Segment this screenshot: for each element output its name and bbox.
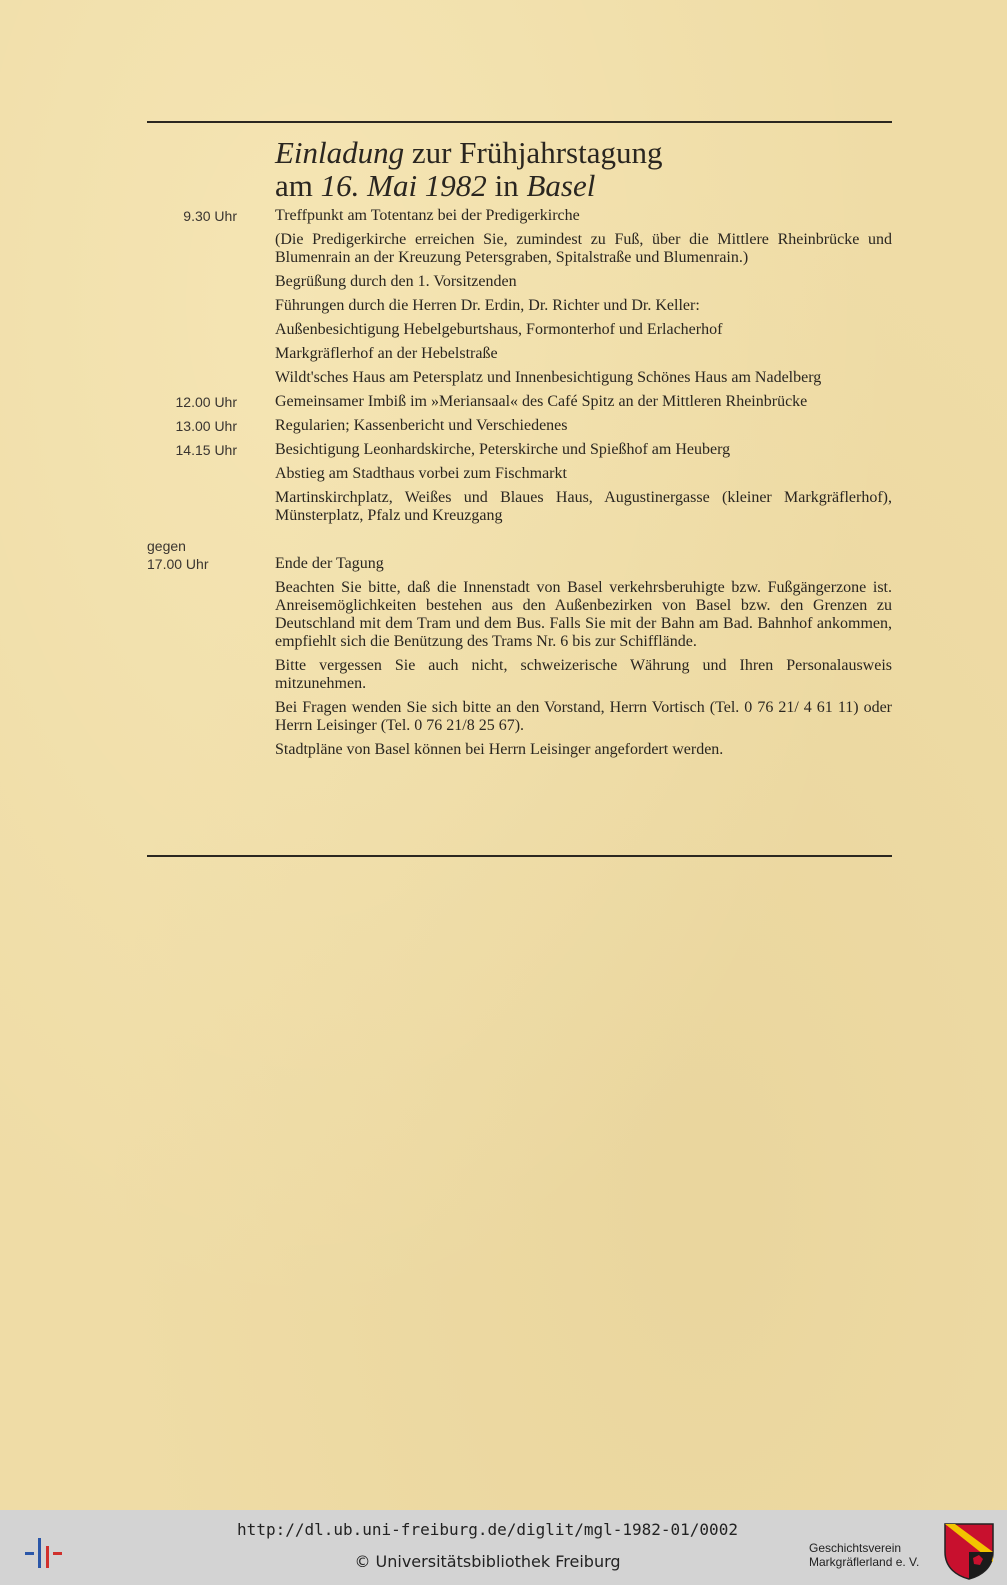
title-line-1: [275, 136, 885, 169]
row-text: Beachten Sie bitte, daß die Innenstadt von Basel verkehrsberuhigte bzw. Fußgängerzone ist. Anreisemöglichkeiten bestehen aus den Außenbezirken von Basel bzw. den Grenzen zu Deutschland mit dem Tram und dem Bus. Falls Sie mit der Bahn am Bad. Bahnhof ankommen, empfiehlt sich die Benützung des Trams Nr. 6 bis zur Schifflände.: [275, 579, 892, 650]
row-text: Regularien; Kassenbericht und Verschiedenes: [275, 417, 568, 434]
footer-bar: [0, 1510, 1007, 1585]
schedule-row: [147, 465, 892, 483]
row-text: [275, 537, 892, 573]
row-text: Treffpunkt am Totentanz bei der Predigerkirche: [275, 207, 580, 224]
title-einladung: Einladung: [275, 135, 405, 170]
title-rest: zur Frühjahrstagung: [404, 135, 663, 170]
row-time: 12.00 Uhr: [175, 394, 237, 410]
row-text-value: Ende der Tagung: [275, 555, 384, 572]
society-line-1: Geschichtsverein: [809, 1541, 902, 1555]
row-text: Besichtigung Leonhardskirche, Peterskirche und Spießhof am Heuberg: [275, 441, 731, 458]
schedule-row: [147, 207, 892, 225]
row-time: 9.30 Uhr: [183, 208, 237, 224]
row-text: Abstieg am Stadthaus vorbei zum Fischmarkt: [275, 465, 567, 482]
schedule-row: [147, 369, 892, 387]
document-url-link[interactable]: http://dl.ub.uni-freiburg.de/diglit/mgl-1982-01/0002: [237, 1520, 738, 1539]
row-text: Außenbesichtigung Hebelgeburtshaus, Formonterhof und Erlacherhof: [275, 321, 723, 338]
dfg-logo-icon: [22, 1534, 64, 1574]
bottom-rule: [147, 855, 892, 857]
schedule-row: [147, 657, 892, 693]
title-line-2: [275, 169, 885, 202]
society-line-2: Markgräflerland e. V.: [809, 1555, 920, 1569]
society-name: [809, 1541, 929, 1569]
row-text: Führungen durch die Herren Dr. Erdin, Dr. Richter und Dr. Keller:: [275, 297, 700, 314]
row-time: 13.00 Uhr: [175, 418, 237, 434]
title-date: 16. Mai 1982: [320, 168, 487, 203]
title-am: am: [275, 168, 321, 203]
schedule-row: [147, 273, 892, 291]
schedule-row: [147, 231, 892, 267]
schedule-row: [147, 321, 892, 339]
title-place: Basel: [526, 168, 596, 203]
schedule-row: [147, 531, 892, 573]
schedule-row: [147, 417, 892, 435]
schedule-row: [147, 741, 892, 759]
schedule-row: [147, 489, 892, 525]
schedule-row: [147, 393, 892, 411]
row-time-prefix: gegen: [147, 538, 186, 554]
row-time-value: 17.00 Uhr: [147, 556, 209, 572]
title-in: in: [486, 168, 527, 203]
row-text: Martinskirchplatz, Weißes und Blaues Haus, Augustinergasse (kleiner Markgräflerhof), Münsterplatz, Pfalz und Kreuzgang: [275, 489, 892, 524]
schedule-row: [147, 699, 892, 735]
row-time: [147, 537, 237, 573]
schedule-list: [147, 207, 892, 765]
row-text: Bei Fragen wenden Sie sich bitte an den Vorstand, Herrn Vortisch (Tel. 0 76 21/ 4 61 11) oder Herrn Leisinger (Tel. 0 76 21/8 25 67).: [275, 699, 892, 734]
row-text: (Die Predigerkirche erreichen Sie, zumindest zu Fuß, über die Mittlere Rheinbrücke und Blumenrain an der Kreuzung Petersgraben, Spitalstraße und Blumenrain.): [275, 231, 892, 266]
row-time: 14.15 Uhr: [175, 442, 237, 458]
row-text: Wildt'sches Haus am Petersplatz und Innenbesichtigung Schönes Haus am Nadelberg: [275, 369, 822, 386]
top-rule: [147, 121, 892, 123]
copyright-text: © Universitätsbibliothek Freiburg: [354, 1552, 621, 1571]
row-text: Begrüßung durch den 1. Vorsitzenden: [275, 273, 517, 290]
schedule-row: [147, 441, 892, 459]
row-text: Bitte vergessen Sie auch nicht, schweizerische Währung und Ihren Personalausweis mitzunehmen.: [275, 657, 892, 692]
row-text: Gemeinsamer Imbiß im »Meriansaal« des Café Spitz an der Mittleren Rheinbrücke: [275, 393, 808, 410]
coat-of-arms-icon: [943, 1522, 995, 1580]
schedule-row: [147, 297, 892, 315]
row-text: Stadtpläne von Basel können bei Herrn Leisinger angefordert werden.: [275, 741, 724, 758]
row-text: Markgräflerhof an der Hebelstraße: [275, 345, 498, 362]
schedule-row: [147, 345, 892, 363]
page-title: [275, 136, 885, 202]
schedule-row: [147, 579, 892, 651]
